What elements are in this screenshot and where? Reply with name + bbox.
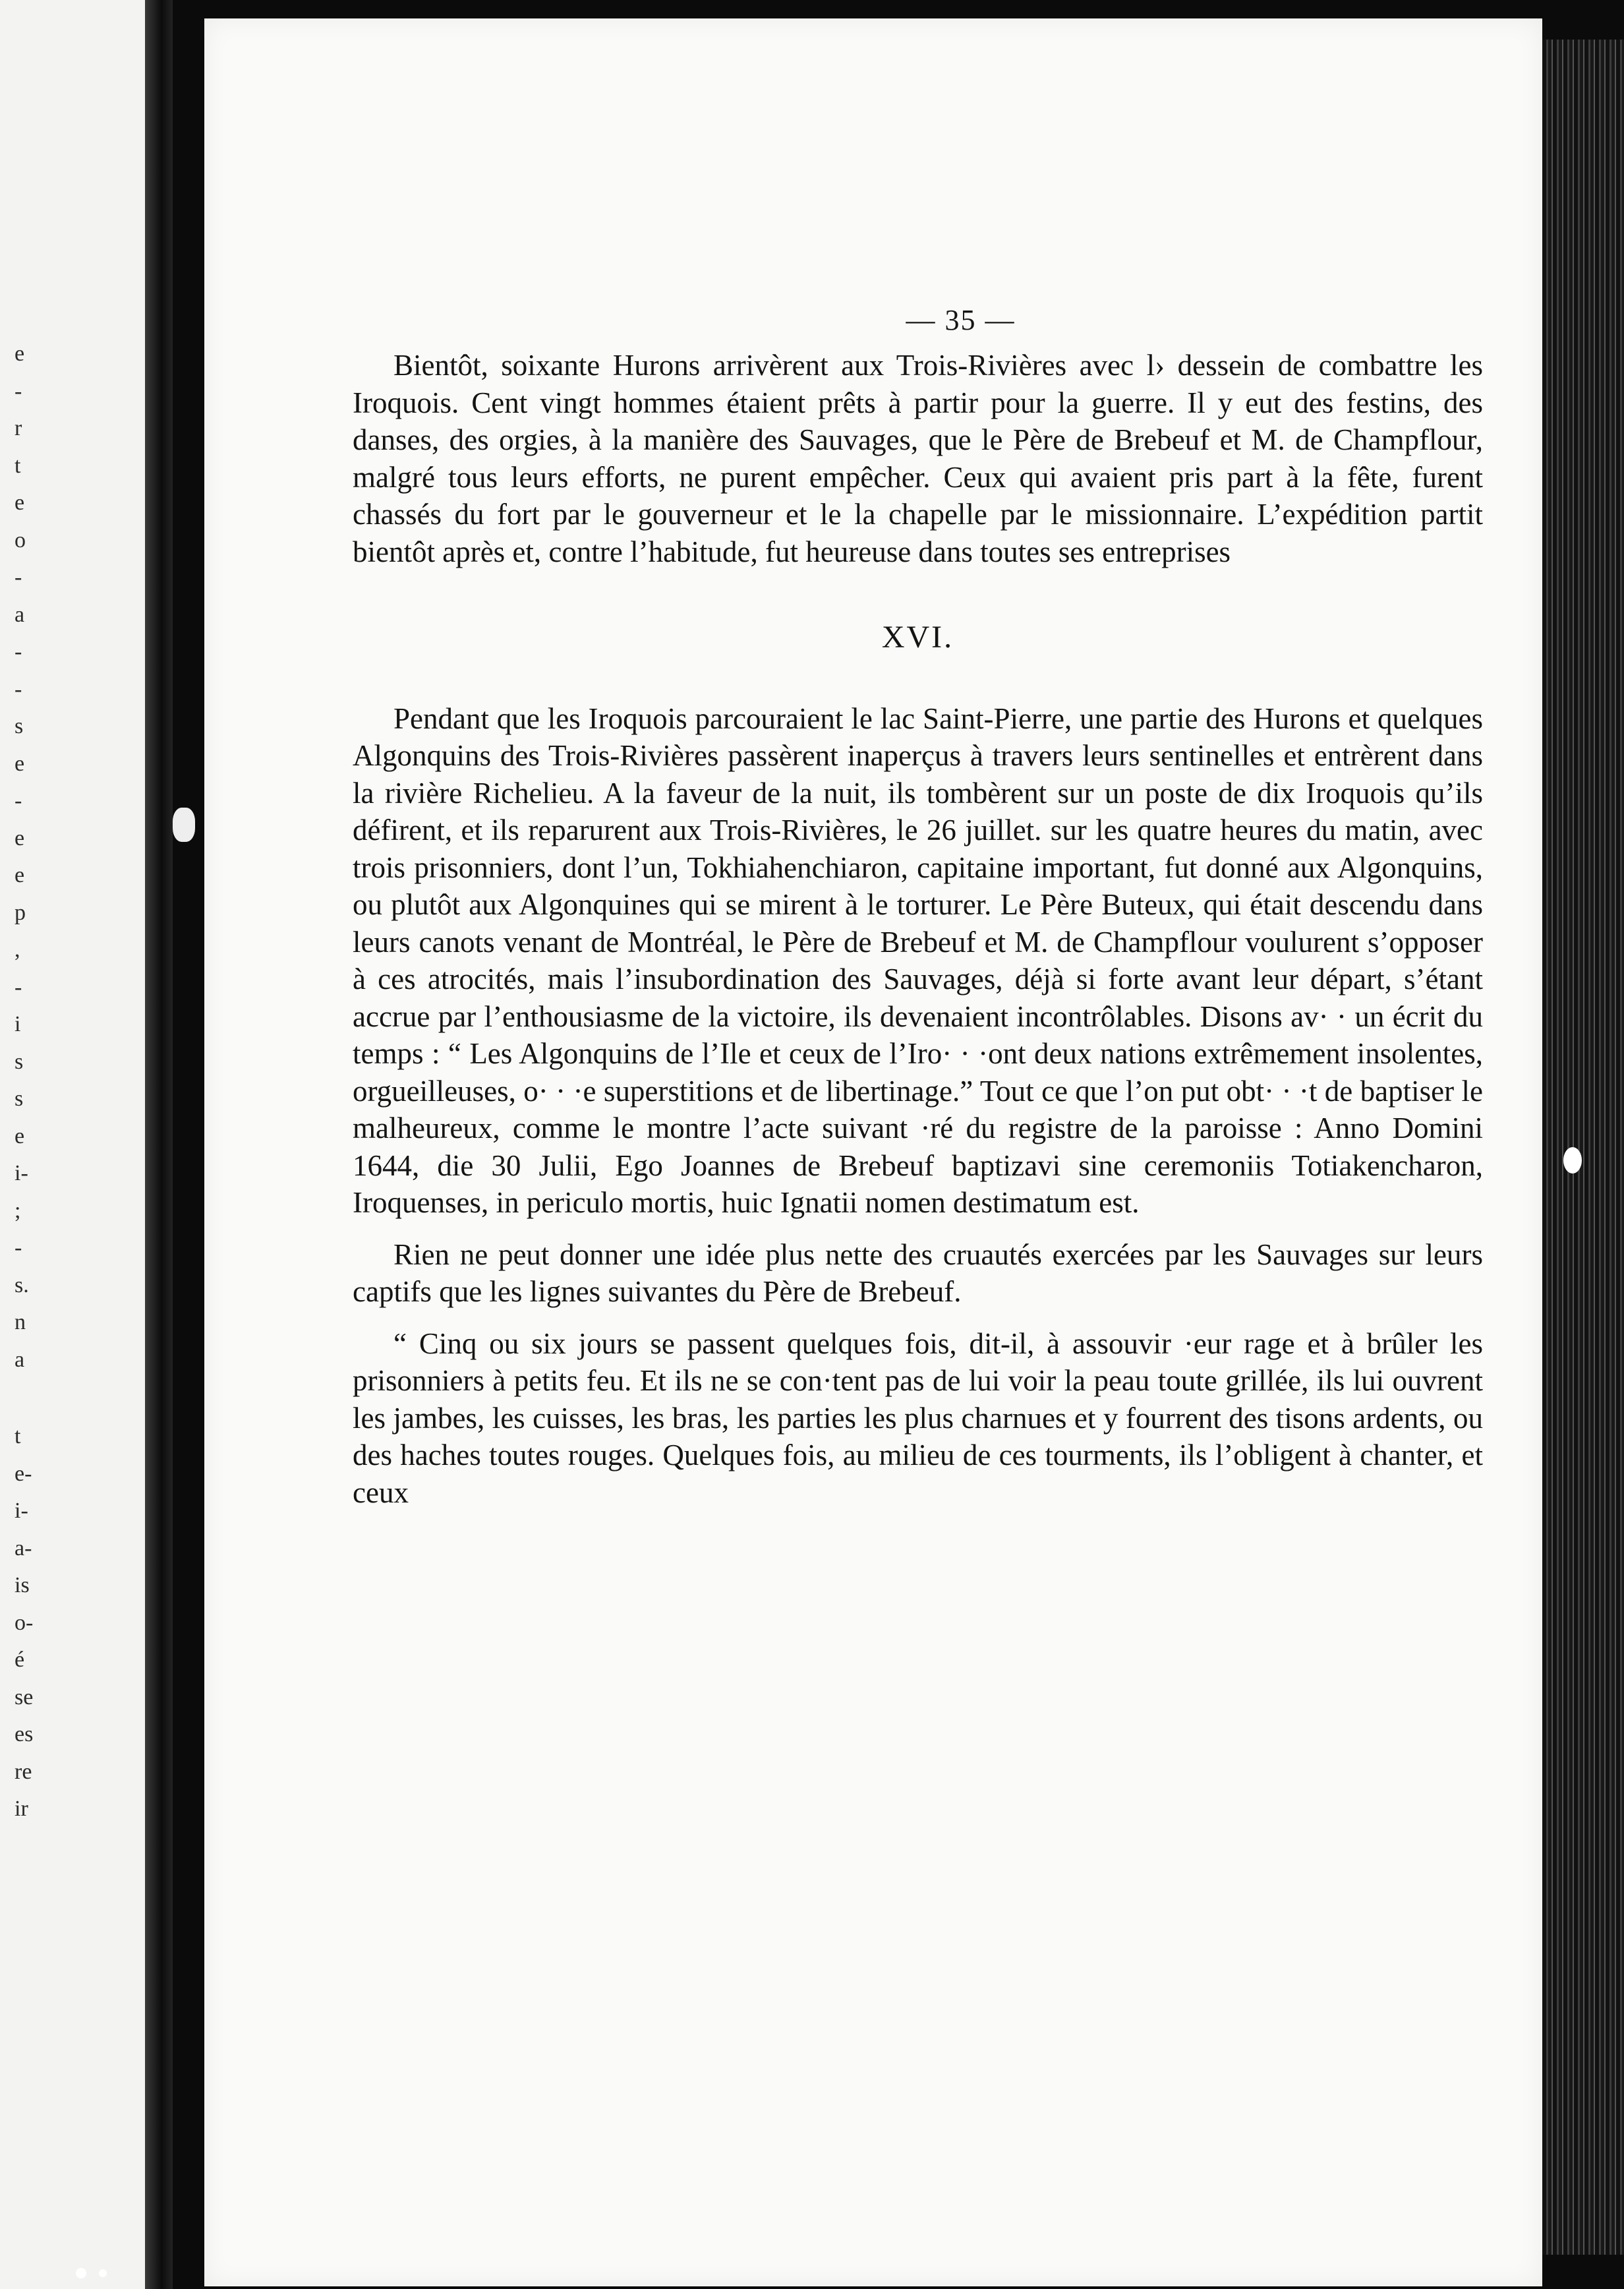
facing-page-fragment-text: e-	[14, 1461, 32, 1486]
page-text-block	[353, 302, 1483, 1511]
scan-speck	[173, 808, 195, 842]
facing-page-fragment-text: é	[14, 1648, 25, 1672]
facing-page-fragment-text: is	[14, 1573, 30, 1597]
facing-page-fragment-text: p	[14, 900, 26, 925]
book-spine	[145, 0, 173, 2289]
facing-page-fragment-text: s	[14, 1049, 24, 1074]
facing-page-fragment-text: n	[14, 1310, 26, 1334]
facing-page-fragment-text: i-	[14, 1499, 28, 1523]
facing-page-fragment-text: s	[14, 1086, 24, 1111]
facing-page-fragment-text: -	[14, 378, 22, 403]
facing-page-fragment-text: e	[14, 863, 25, 887]
facing-page-fragment-text: ir	[14, 1797, 28, 1821]
facing-page-fragment-text: i-	[14, 1161, 28, 1185]
facing-page-fragment-text: -	[14, 1235, 22, 1260]
facing-page-fragment-text: ;	[14, 1198, 21, 1223]
paragraph: Rien ne peut donner une idée plus nette des cruautés exercées par les Sauvages sur leurs captifs que les lignes suivantes du Père de Brebeuf.	[353, 1237, 1483, 1308]
facing-page-fragment	[0, 0, 173, 2289]
facing-page-fragment-text: a	[14, 1347, 25, 1372]
paragraph: “ Cinq ou six jours se passent quelques fois, dit-il, à assouvir ·eur rage et à brûler les prisonniers à petits feu. Et ils ne se con·tent pas de lui voir la peau toute grillée, ils lui ouvrent les jambes, les cuisses, les bras, les parties les plus charnues et y fourrent des tisons ardents, ou des haches toutes rouges. Quelques fois, au milieu de ces tourments, ils l’obligent à chanter, et ceux	[353, 1326, 1483, 1509]
facing-page-fragment-text: -	[14, 565, 22, 589]
facing-page-fragment-text: o-	[14, 1610, 34, 1635]
facing-page-fragment-text: s	[14, 714, 24, 738]
facing-page-fragment-text: e	[14, 490, 25, 515]
facing-page-fragment-text: r	[14, 416, 22, 440]
facing-page-fragment-text: o	[14, 527, 26, 552]
facing-page-fragment-text: t	[14, 1424, 21, 1448]
facing-page-fragment-text: se	[14, 1684, 34, 1709]
facing-page-fragment-text: e	[14, 342, 25, 366]
facing-page-fragment-text: e	[14, 825, 25, 850]
scan-speck	[1563, 1147, 1582, 1174]
book-page	[204, 18, 1542, 2286]
facing-page-fragment-text: e	[14, 1123, 25, 1148]
scan-speck	[99, 2269, 107, 2277]
facing-page-fragment-text: re	[14, 1759, 32, 1784]
facing-page-fragment-text: e	[14, 751, 25, 776]
page-edge-stack	[1542, 40, 1624, 2255]
facing-page-fragment-text: -	[14, 974, 22, 999]
facing-page-fragment-text: -	[14, 676, 22, 701]
paragraph: Pendant que les Iroquois parcouraient le lac Saint-Pierre, une partie des Hurons et quelques Algonquins des Trois-Rivières passèrent inaperçus à travers leurs sentinelles et entrèrent dans la rivière Richelieu. A la faveur de la nuit, ils tombèrent sur un poste de dix Iroquois qu’ils défirent, et ils reparurent aux Trois-Rivières, le 26 juillet. sur les quatre heures du matin, avec trois prisonniers, dont l’un, Tokhiahenchiaron, capitaine important, fut donné aux Algonquins, ou plutôt aux Algonquines qui se mirent à le torturer. Le Père Buteux, qui était descendu dans leurs canots venant de Montréal, le Père de Brebeuf et M. de Champflour voulurent s’opposer à ces atrocités, mais l’insubordination des Sauvages, déjà si forte avant leur départ, s’étant accrue par l’enthousiasme de la victoire, ils devenaient incontrôlables. Disons av· · un écrit du temps : “ Les Algonquins de l’Ile et ceux de l’Iro· · ·ont deux nations extrêmement insolentes, orgueilleuses, o· · ·e superstitions et de libertinage.” Tout ce que l’on put obt· · ·t de baptiser le malheureux, comme le montre l’acte suivant ·ré du registre de la paroisse : Anno Domini 1644, die 30 Julii, Ego Joannes de Brebeuf baptizavi sine ceremoniis Totiakencharon, Iroquenses, in periculo mortis, huic Ignatii nomen destimatum est.	[353, 701, 1483, 1219]
facing-page-fragment-text: -	[14, 788, 22, 813]
facing-page-fragment-text: es	[14, 1722, 34, 1746]
section-heading: XVI.	[881, 620, 954, 655]
facing-page-fragment-text: a	[14, 602, 25, 627]
facing-page-fragment-text: s.	[14, 1272, 29, 1297]
facing-page-fragment-text: t	[14, 453, 21, 478]
paragraph: Bientôt, soixante Hurons arrivèrent aux Trois-Rivières avec l› dessein de combattre les Iroquois. Cent vingt hommes étaient prêts à partir pour la guerre. Il y eut des festins, des danses, des orgies, à la manière des Sauvages, que le Père de Brebeuf et M. de Champflour, malgré tous leurs efforts, ne purent empêcher. Ceux qui avaient pris part à la fête, furent chassés du fort par le gouverneur et le la chapelle par le missionnaire. L’expédition partit bientôt après et, contre l’habitude, fut heureuse dans toutes ses entreprises	[353, 349, 1483, 568]
scan-speck	[76, 2268, 86, 2278]
page-number: — 35 —	[906, 304, 1016, 336]
facing-page-fragment-text: -	[14, 639, 22, 664]
facing-page-fragment-text: i	[14, 1012, 21, 1036]
facing-page-fragment-text: a-	[14, 1535, 32, 1561]
facing-page-fragment-text: ,	[14, 937, 20, 962]
